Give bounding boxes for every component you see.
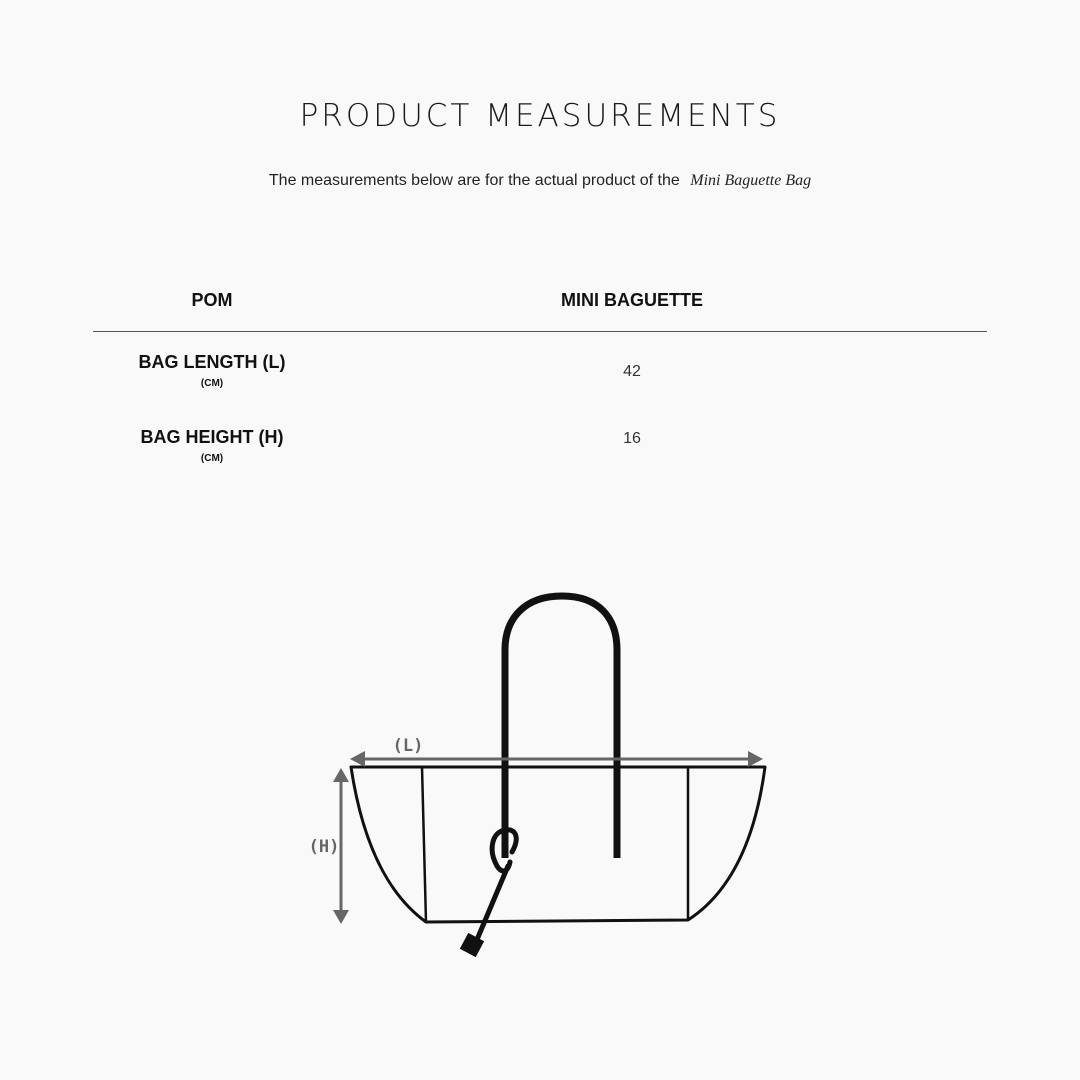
subtitle-text: The measurements below are for the actual product of the: [268, 172, 680, 189]
bag-length-unit: (CM): [200, 378, 224, 389]
bag-handle: [505, 596, 617, 858]
bag-strap-tail: [476, 866, 508, 942]
header-pom: POM: [191, 290, 233, 310]
height-label: (H): [308, 837, 340, 857]
height-arrow-top-head: [333, 768, 349, 782]
bag-length-label: BAG LENGTH (L): [138, 352, 286, 372]
page-subtitle: [0, 172, 1080, 190]
row-bag-height-label: [92, 427, 332, 464]
length-arrow-left-head: [350, 751, 365, 767]
bag-left-panel-line: [422, 767, 426, 922]
bag-height-value: 16: [623, 430, 641, 447]
page-title: PRODUCT MEASUREMENTS: [299, 98, 781, 134]
row-bag-length-label: [92, 352, 332, 389]
header-product: MINI BAGUETTE: [561, 290, 703, 310]
length-label: (L): [392, 736, 424, 756]
bag-body-outline: [351, 767, 765, 922]
product-name: Mini Baguette Bag: [690, 172, 812, 189]
length-arrow-right-head: [748, 751, 763, 767]
bag-diagram: [300, 580, 780, 980]
header-divider: [93, 331, 987, 332]
bag-length-value: 42: [623, 363, 641, 380]
height-arrow-bottom-head: [333, 910, 349, 924]
bag-height-label: BAG HEIGHT (H): [140, 427, 284, 447]
bag-height-unit: (CM): [200, 453, 224, 464]
